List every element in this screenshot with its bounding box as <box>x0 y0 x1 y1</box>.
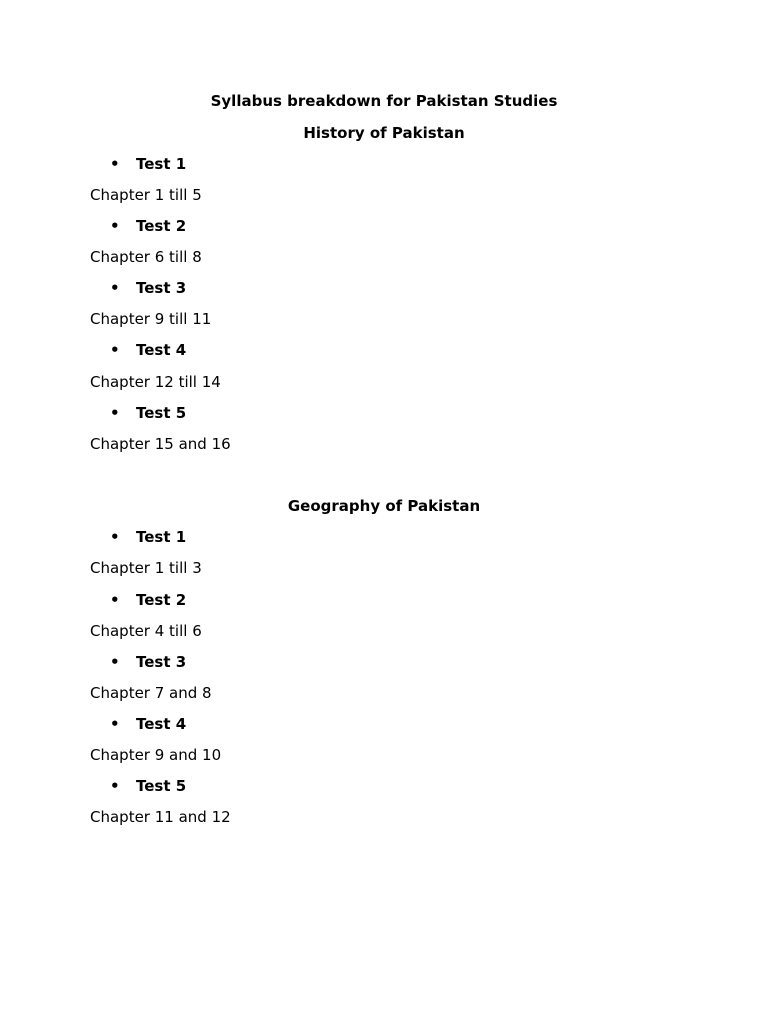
list-item-test <box>110 652 186 672</box>
test-label: Test 3 <box>136 653 187 671</box>
bullet-icon: • <box>110 715 120 733</box>
test-label: Test 5 <box>136 404 187 422</box>
test-label: Test 2 <box>136 591 187 609</box>
test-label: Test 2 <box>136 217 187 235</box>
test-label: Test 1 <box>136 155 187 173</box>
list-item-test <box>110 340 186 360</box>
list-item-test <box>110 776 186 796</box>
bullet-icon: • <box>110 341 120 359</box>
chapter-range: Chapter 9 and 10 <box>90 746 222 764</box>
test-label: Test 5 <box>136 777 187 795</box>
bullet-icon: • <box>110 653 120 671</box>
list-item-test <box>110 527 186 547</box>
list-item-test <box>110 714 186 734</box>
test-label: Test 1 <box>136 528 187 546</box>
test-label: Test 3 <box>136 279 187 297</box>
bullet-icon: • <box>110 155 120 173</box>
bullet-icon: • <box>110 591 120 609</box>
bullet-icon: • <box>110 528 120 546</box>
section-heading-history: History of Pakistan <box>303 124 465 142</box>
chapter-range: Chapter 11 and 12 <box>90 808 231 826</box>
test-label: Test 4 <box>136 715 187 733</box>
list-item-test <box>110 403 186 423</box>
bullet-icon: • <box>110 217 120 235</box>
chapter-range: Chapter 15 and 16 <box>90 435 231 453</box>
list-item-test <box>110 590 186 610</box>
bullet-icon: • <box>110 404 120 422</box>
chapter-range: Chapter 12 till 14 <box>90 373 221 391</box>
chapter-range: Chapter 1 till 3 <box>90 559 202 577</box>
list-item-test <box>110 216 186 236</box>
chapter-range: Chapter 1 till 5 <box>90 186 202 204</box>
chapter-range: Chapter 9 till 11 <box>90 310 212 328</box>
chapter-range: Chapter 4 till 6 <box>90 622 202 640</box>
list-item-test <box>110 278 186 298</box>
document-title: Syllabus breakdown for Pakistan Studies <box>210 92 558 110</box>
bullet-icon: • <box>110 777 120 795</box>
bullet-icon: • <box>110 279 120 297</box>
list-item-test <box>110 154 186 174</box>
section-heading-geography: Geography of Pakistan <box>287 497 481 515</box>
chapter-range: Chapter 7 and 8 <box>90 684 212 702</box>
chapter-range: Chapter 6 till 8 <box>90 248 202 266</box>
test-label: Test 4 <box>136 341 187 359</box>
